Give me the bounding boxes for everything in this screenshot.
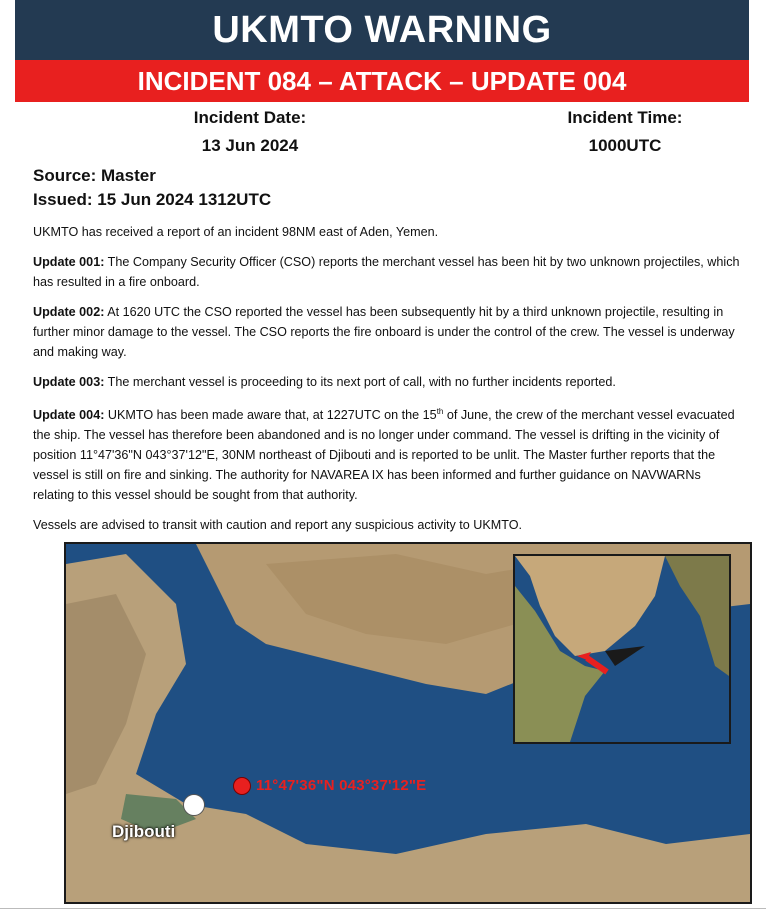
issued-line: Issued: 15 Jun 2024 1312UTC bbox=[33, 190, 272, 209]
update-004-sup: th bbox=[436, 407, 444, 416]
update-004-label: Update 004: bbox=[33, 408, 105, 423]
report-body bbox=[33, 222, 745, 545]
incident-time bbox=[540, 104, 710, 160]
update-001-label: Update 001: bbox=[33, 255, 105, 269]
advisory-text: Vessels are advised to transit with caution and report any suspicious activity to UKMTO. bbox=[33, 518, 523, 533]
update-004-text-b: of June, the crew of the merchant vessel evacuated the ship. The vessel has therefore been abandoned and is no longer under command. The vessel is drifting in the vicinity of position 11°47'36"N 043°37'12"E, 30NM northeast of Djibouti and is reported to be unlit. The Master further reports that the vessel is still on fire and sinking. The authority for NAVAREA IX has been informed and further guidance on NAVWARNs relating to this vessel should be sought from that authority. bbox=[33, 408, 735, 503]
warning-page bbox=[15, 0, 749, 917]
incident-date-label: Incident Date: bbox=[193, 108, 307, 127]
update-003 bbox=[33, 372, 745, 392]
page-title: UKMTO WARNING bbox=[15, 0, 749, 60]
source-block bbox=[33, 164, 271, 212]
djibouti-label: Djibouti bbox=[112, 822, 176, 841]
update-002-label: Update 002: bbox=[33, 305, 105, 319]
update-002 bbox=[33, 302, 745, 362]
incident-time-value: 1000UTC bbox=[588, 136, 662, 155]
incident-date-value: 13 Jun 2024 bbox=[201, 136, 299, 155]
incident-time-label: Incident Time: bbox=[567, 108, 683, 127]
intro-text: UKMTO has received a report of an incident 98NM east of Aden, Yemen. bbox=[33, 225, 439, 239]
incident-map bbox=[64, 542, 752, 904]
incident-date bbox=[165, 104, 335, 160]
inset-terrain bbox=[515, 556, 729, 742]
source-line: Source: Master bbox=[33, 166, 156, 185]
page-bottom-divider bbox=[0, 908, 766, 909]
update-001-text: The Company Security Officer (CSO) reports the merchant vessel has been hit by two unknown projectiles, which has resulted in a fire onboard. bbox=[33, 255, 740, 289]
update-004-text-a: UKMTO has been made aware that, at 1227UTC on the 15 bbox=[104, 408, 437, 423]
djibouti-marker bbox=[183, 794, 205, 816]
update-003-label: Update 003: bbox=[33, 375, 105, 389]
incident-position-marker bbox=[233, 777, 251, 795]
incident-coordinates-label: 11°47'36"N 043°37'12"E bbox=[256, 777, 427, 794]
advisory-paragraph bbox=[33, 515, 745, 535]
update-004 bbox=[33, 402, 745, 505]
inset-map bbox=[513, 554, 731, 744]
update-001 bbox=[33, 252, 745, 292]
intro-paragraph bbox=[33, 222, 745, 242]
update-002-text: At 1620 UTC the CSO reported the vessel has been subsequently hit by a third unknown projectile, resulting in further minor damage to the vessel. The CSO reports the fire onboard is under the control of the crew. The vessel is underway and making way. bbox=[33, 305, 735, 359]
update-003-text: The merchant vessel is proceeding to its next port of call, with no further incidents reported. bbox=[104, 375, 616, 389]
incident-banner: INCIDENT 084 – ATTACK – UPDATE 004 bbox=[15, 60, 749, 102]
